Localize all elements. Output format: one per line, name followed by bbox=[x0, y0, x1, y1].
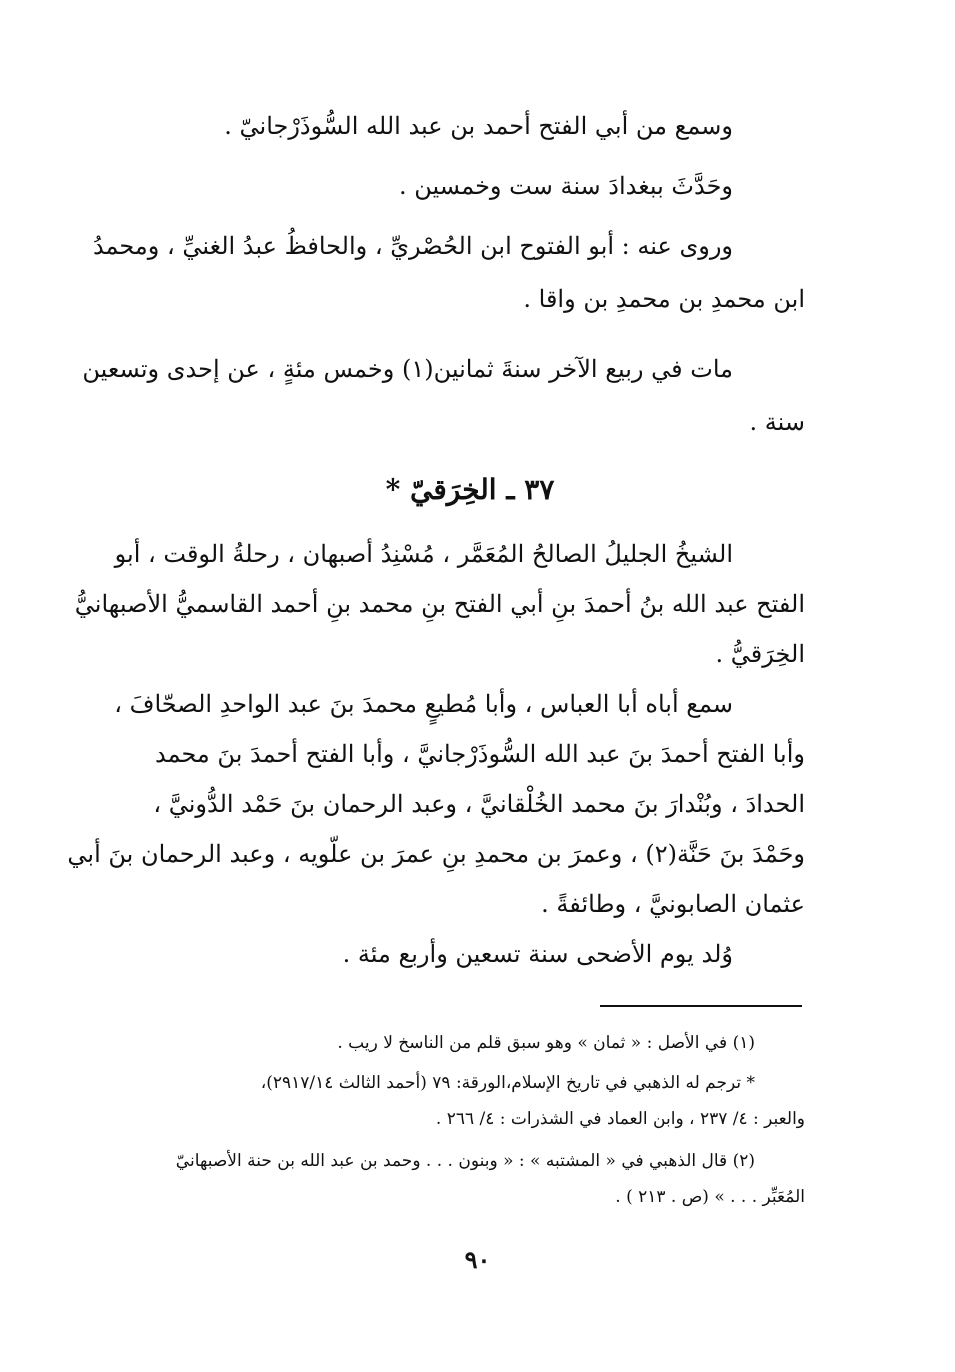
text-line: عثمان الصابونيَّ ، وطائفةً . bbox=[541, 890, 805, 918]
footnotes bbox=[135, 1025, 805, 1215]
previous-entry-text bbox=[82, 98, 805, 447]
footnote-line: * ترجم له الذهبي في تاريخ الإسلام،الورقة: ٧٩ (أحمد الثالث ٢٩١٧/١٤)، bbox=[260, 1073, 755, 1093]
footnote-line: (٢) قال الذهبي في « المشتبه » : « وبنون . . . وحمد بن عبد الله بن حنة الأصبهانيّ bbox=[175, 1151, 755, 1171]
text-line: مات في ربيع الآخر سنةَ ثمانين(١) وخمس مئةٍ ، عن إحدى وتسعين bbox=[82, 355, 733, 383]
text-line: الشيخُ الجليلُ الصالحُ المُعَمَّر ، مُسْنِدُ أصبهان ، رحلةُ الوقت ، أبو bbox=[114, 540, 733, 568]
footnote-line: والعبر : ٤/ ٢٣٧ ، وابن العماد في الشذرات : ٤/ ٢٦٦ . bbox=[435, 1109, 805, 1129]
text-line: وسمع من أبي الفتح أحمد بن عبد الله السُّوذَرْجانيّ . bbox=[224, 112, 733, 140]
text-line: الفتح عبد الله بنُ أحمدَ بنِ أبي الفتح بنِ محمد بنِ أحمد القاسميُّ الأصبهانيُّ bbox=[74, 590, 805, 618]
text-line: وُلد يوم الأضحى سنة تسعين وأربع مئة . bbox=[342, 940, 733, 968]
text-line: وحَمْدَ بنَ حَنَّة(٢) ، وعمرَ بن محمدِ بنِ عمرَ بن علّويه ، وعبد الرحمان بنَ أبي bbox=[67, 840, 805, 868]
text-line: سمع أباه أبا العباس ، وأبا مُطيعٍ محمدَ بنَ عبد الواحدِ الصحّافَ ، bbox=[114, 690, 733, 718]
text-line: وروى عنه : أبو الفتوح ابن الحُصْريِّ ، والحافظُ عبدُ الغنيِّ ، ومحمدُ bbox=[92, 232, 733, 260]
entry-body-text bbox=[67, 526, 805, 976]
footnote-line: المُعَبِّر . . . » (ص . ٢١٣ ) . bbox=[615, 1187, 805, 1207]
footnote-line: (١) في الأصل : « ثمان » وهو سبق قلم من الناسخ لا ريب . bbox=[337, 1033, 755, 1053]
page-number: ٩٠ bbox=[464, 1245, 491, 1274]
text-line: الخِرَقيُّ . bbox=[715, 640, 805, 668]
entry-heading: ٣٧ ـ الخِرَقيّ * bbox=[385, 473, 555, 506]
text-line: سنة . bbox=[749, 408, 805, 436]
footnote-separator bbox=[600, 1005, 802, 1007]
text-line: الحدادَ ، وبُنْدارَ بنَ محمد الخُلْقانيَّ ، وعبد الرحمان بنَ حَمْد الدُّونيَّ ، bbox=[153, 790, 805, 818]
text-line: وأبا الفتح أحمدَ بنَ عبد الله السُّوذَرْجانيَّ ، وأبا الفتح أحمدَ بنَ محمد bbox=[154, 740, 805, 768]
text-line: ابن محمدِ بن محمدِ بن واقا . bbox=[523, 285, 805, 313]
text-line: وحَدَّثَ ببغدادَ سنة ست وخمسين . bbox=[399, 172, 733, 200]
